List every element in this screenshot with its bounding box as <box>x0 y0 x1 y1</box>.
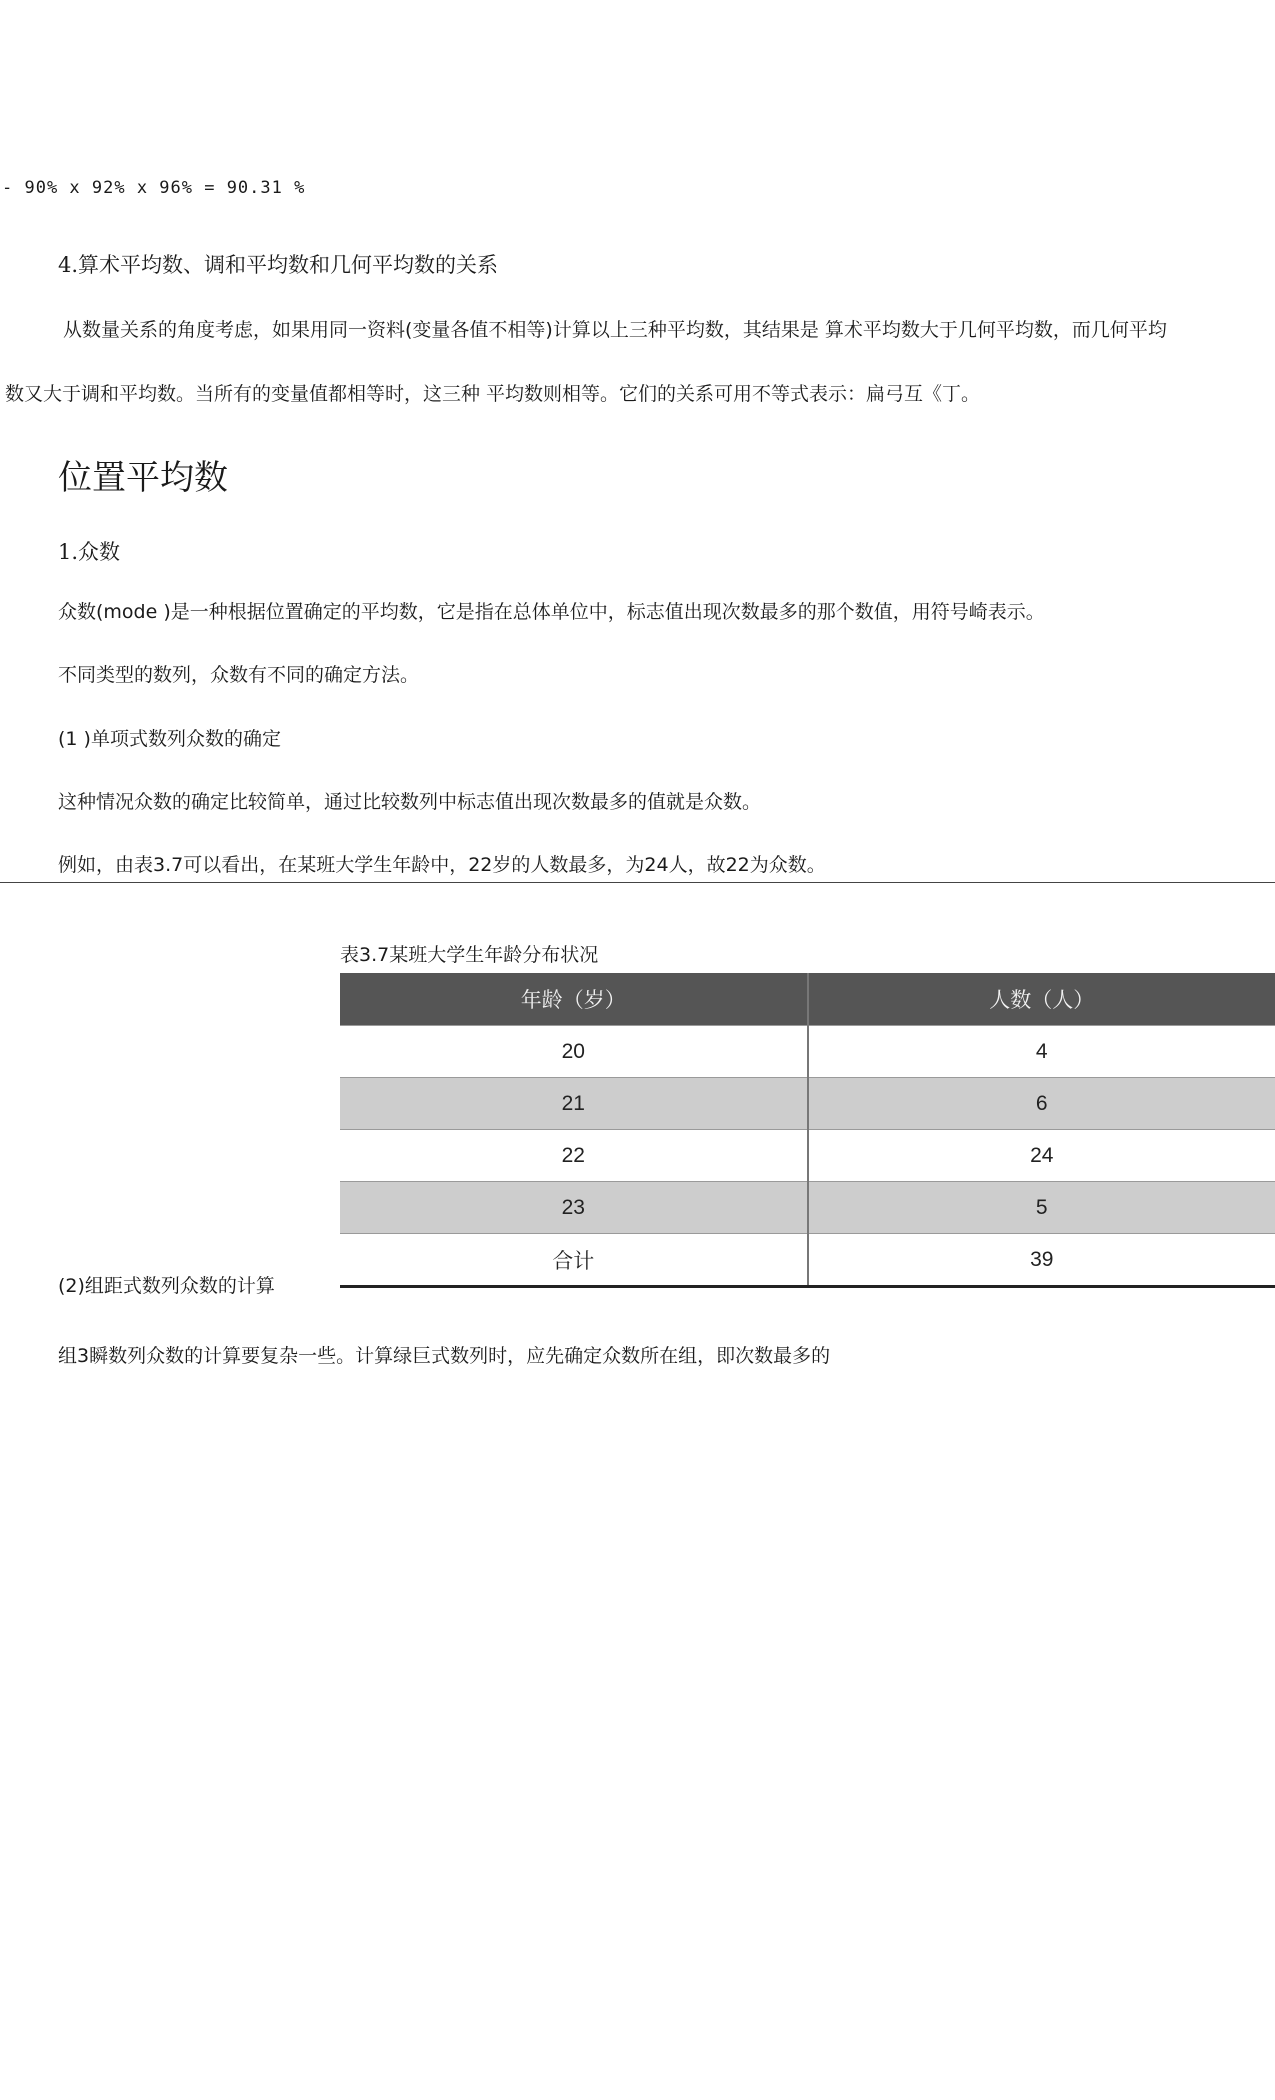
section-4-heading: 4.算术平均数、调和平均数和几何平均数的关系 <box>58 253 499 277</box>
horizontal-divider <box>0 882 1275 883</box>
subsection-mode-heading: 1.众数 <box>58 540 121 564</box>
table-cell-age: 20 <box>340 1026 808 1078</box>
grouped-series-heading: (2)组距式数列众数的计算 <box>58 1275 275 1297</box>
table-cell-age: 22 <box>340 1130 808 1182</box>
table-caption: 表3.7某班大学生年龄分布状况 <box>340 944 599 966</box>
table-cell-count: 4 <box>808 1026 1275 1078</box>
column-header-age: 年龄（岁） <box>340 973 808 1026</box>
table-cell-total-label: 合计 <box>340 1234 808 1287</box>
table-row <box>340 1182 1275 1234</box>
mode-definition-paragraph: 众数(mode )是一种根据位置确定的平均数，它是指在总体单位中，标志值出现次数最多的那个数值，用符号崎表示。 <box>58 601 1045 623</box>
table-cell-count: 6 <box>808 1078 1275 1130</box>
formula-line: - 90% x 92% x 96% = 90.31 % <box>2 178 306 198</box>
table-cell-age: 21 <box>340 1078 808 1130</box>
age-distribution-table <box>340 973 1275 1288</box>
section-4-paragraph-line-1: 从数量关系的角度考虑，如果用同一资料(变量各值不相等)计算以上三种平均数，其结果是 算术平均数大于几何平均数，而几何平均 <box>63 319 1167 341</box>
age-distribution-table-block <box>340 940 1275 1288</box>
table-row <box>340 1078 1275 1130</box>
table-cell-age: 23 <box>340 1182 808 1234</box>
section-title-position-average: 位置平均数 <box>58 458 228 498</box>
column-header-count: 人数（人） <box>808 973 1275 1026</box>
grouped-series-paragraph: 组3瞬数列众数的计算要复杂一些。计算绿巨式数列时，应先确定众数所在组，即次数最多的 <box>58 1345 831 1367</box>
table-total-row <box>340 1234 1275 1287</box>
mode-methods-paragraph: 不同类型的数列，众数有不同的确定方法。 <box>58 664 420 686</box>
example-paragraph: 例如，由表3.7可以看出，在某班大学生年龄中，22岁的人数最多，为24人，故22为众数。 <box>58 854 826 876</box>
table-row <box>340 1026 1275 1078</box>
section-4-paragraph-line-2: 数又大于调和平均数。当所有的变量值都相等时，这三种 平均数则相等。它们的关系可用不等式表示：扁弓互《丁。 <box>5 383 981 405</box>
table-header-row <box>340 973 1275 1026</box>
single-series-heading: (1 )单项式数列众数的确定 <box>58 728 281 750</box>
table-cell-total-count: 39 <box>808 1234 1275 1287</box>
table-cell-count: 5 <box>808 1182 1275 1234</box>
single-series-paragraph: 这种情况众数的确定比较简单，通过比较数列中标志值出现次数最多的值就是众数。 <box>58 791 762 813</box>
table-row <box>340 1130 1275 1182</box>
table-cell-count: 24 <box>808 1130 1275 1182</box>
